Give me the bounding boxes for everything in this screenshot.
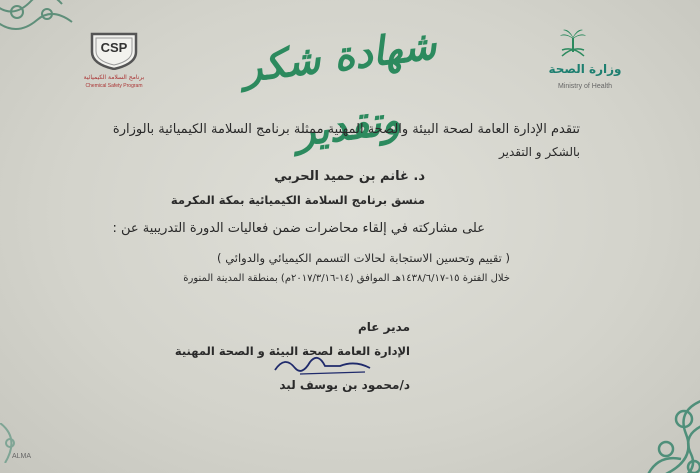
signatory-department: الإدارة العامة لصحة البيئة و الصحة المهنية — [174, 344, 410, 358]
course-period: خلال الفترة ١٥-١٤٣٨/٦/١٧هـ الموافق (١٤-٢٠١٧/٣/١٦م) بمنطقة المدينة المنورة — [183, 273, 510, 284]
intro-text: تتقدم الإدارة العامة لصحة البيئة والصحة المهنية ممثلة برنامج السلامة الكيميائية بالوزارة — [112, 122, 580, 137]
ministry-name-english: Ministry of Health — [557, 83, 613, 90]
signatory-name: د/محمود بن يوسف لبد — [279, 378, 410, 392]
participation-text: على مشاركته في إلقاء محاضرات ضمن فعاليات الدورة التدريبية عن : — [112, 221, 485, 236]
recipient-position: منسق برنامج السلامة الكيميائية بمكة المكرمة — [170, 193, 425, 207]
corner-ornament-top-left — [0, 0, 82, 52]
signatory-role: مدير عام — [357, 320, 410, 334]
ministry-of-health-logo — [540, 28, 630, 98]
csp-logo — [74, 30, 164, 92]
intro-text-continued: بالشكر و التقدير — [499, 145, 580, 159]
ministry-name-arabic: وزارة الصحة — [548, 62, 622, 76]
csp-name-arabic: برنامج السلامة الكيميائية — [83, 74, 145, 81]
recipient-name: د. غانم بن حميد الحربي — [274, 169, 425, 184]
course-title: ( تقييم وتحسين الاستجابة لحالات التسمم الكيميائي والدوائي ) — [217, 251, 510, 265]
csp-badge-text: CSP — [100, 40, 128, 55]
csp-name-english: Chemical Safety Program — [85, 83, 143, 89]
handwritten-signature — [270, 350, 380, 380]
certificate-title: شهادة شكر وتقدير — [239, 21, 439, 156]
palm-swords-icon — [558, 28, 588, 58]
corner-ornament-bottom-right — [586, 379, 700, 473]
watermark: ALMA — [12, 453, 32, 460]
